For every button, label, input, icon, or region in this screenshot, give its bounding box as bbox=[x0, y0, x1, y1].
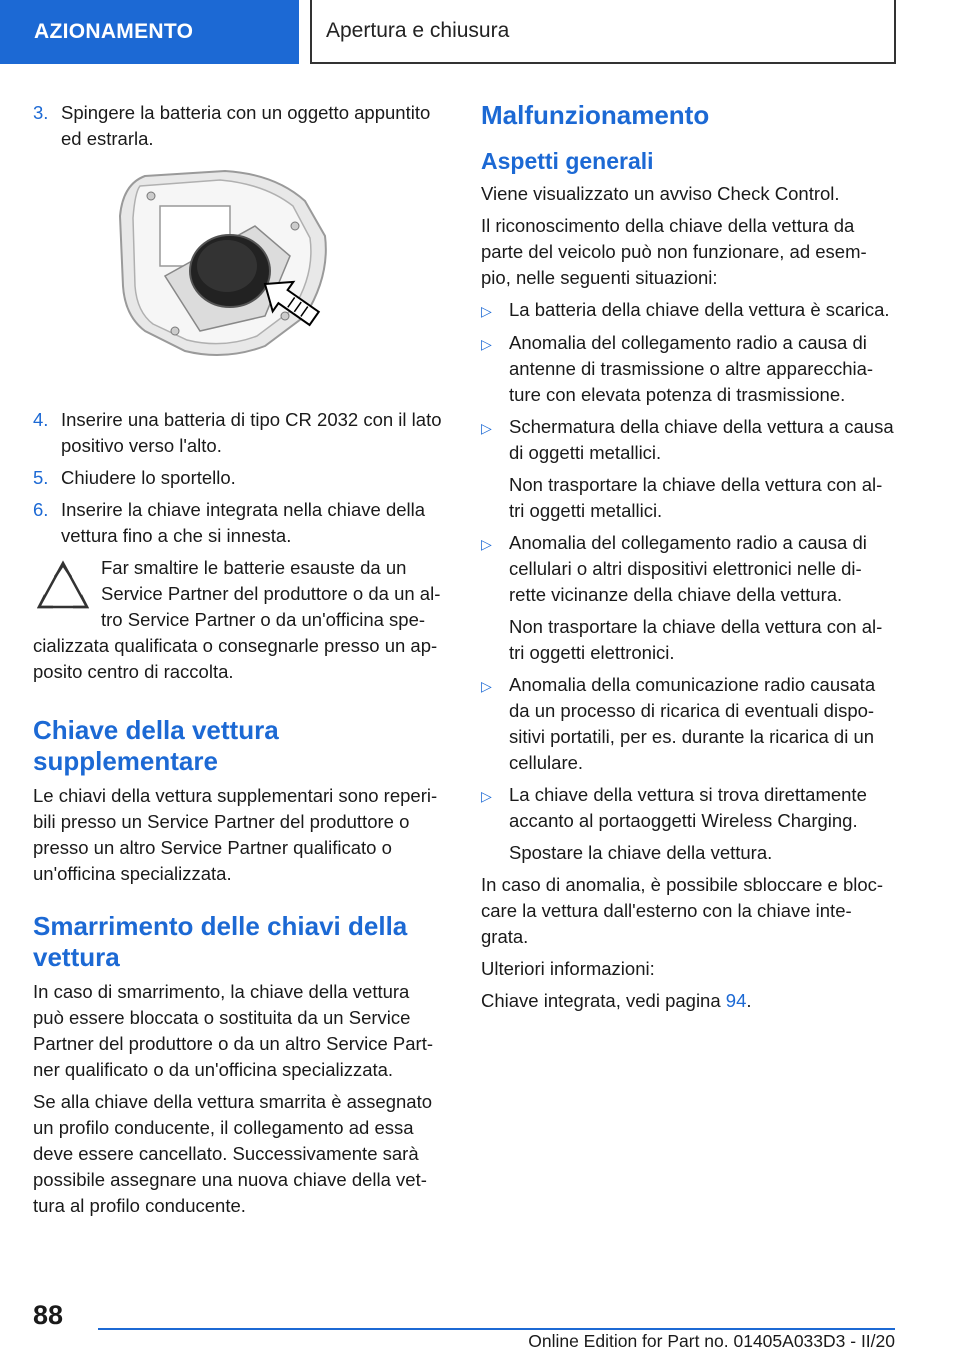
section-title-malfunction: Malfunzionamento bbox=[481, 100, 710, 130]
step-6 bbox=[33, 497, 445, 549]
header-chapter-title: Apertura e chiusura bbox=[310, 0, 896, 64]
step-number: 4. bbox=[33, 409, 49, 430]
bullet-triangle-icon: ▷ bbox=[481, 678, 492, 694]
page-number: 88 bbox=[33, 1300, 64, 1330]
bullet-triangle-icon: ▷ bbox=[481, 788, 492, 804]
step-3 bbox=[33, 100, 445, 152]
footer-edition: Online Edition for Part no. 01405A033D3 - II/20 bbox=[528, 1331, 895, 1351]
header-section-tab: AZIONAMENTO bbox=[0, 0, 299, 64]
malfunction-paragraph-3: In caso di anomalia, è possibile sbloccare e bloc-care la vettura dall'esterno con la chiave inte-grata. bbox=[481, 874, 884, 947]
bullet-triangle-icon: ▷ bbox=[481, 536, 492, 552]
note-text: Far smaltire le batterie esauste da un Service Partner del produttore o da un al-tro Service Partner o da un'officina spe-cializzata qualificata o consegnarle presso un ap-posito centro di raccolta. bbox=[33, 557, 441, 682]
malfunction-paragraph-1: Viene visualizzato un avviso Check Control. bbox=[481, 183, 840, 204]
malfunction-paragraph-2: Il riconoscimento della chiave della vettura da parte del veicolo può non funzionare, ad esem-pio, nelle seguenti situazioni: bbox=[481, 215, 867, 288]
lost-key-paragraph-2: Se alla chiave della vettura smarrita è assegnato un profilo conducente, il collegamento ad essa deve essere cancellato. Successivamente sarà possibile assegnare una nuova chiave della vet-tura al profilo conducente. bbox=[33, 1091, 432, 1216]
environment-note bbox=[33, 555, 445, 685]
subsection-title-general: Aspetti generali bbox=[481, 148, 654, 174]
step-number: 6. bbox=[33, 499, 49, 520]
right-column bbox=[481, 100, 895, 1020]
footer-divider bbox=[98, 1328, 895, 1330]
list-item: ▷ La batteria della chiave della vettura è scarica. bbox=[481, 297, 895, 324]
bullet-triangle-icon: ▷ bbox=[481, 420, 492, 436]
malfunction-paragraph-4: Ulteriori informazioni: bbox=[481, 958, 655, 979]
step-text: Inserire una batteria di tipo CR 2032 con il lato positivo verso l'alto. bbox=[61, 409, 442, 456]
step-number: 3. bbox=[33, 102, 49, 123]
list-item: ▷ Anomalia della comunicazione radio causata da un processo di ricarica di eventuali dispo-sitivi portatili, per es. durante la ricarica di un cellulare. bbox=[481, 672, 895, 776]
list-item: ▷ Anomalia del collegamento radio a causa di antenne di trasmissione o altre apparecchia-ture con elevata potenza di trasmissione. bbox=[481, 330, 895, 408]
step-5 bbox=[33, 465, 445, 491]
list-item: ▷ Schermatura della chiave della vettura a causa di oggetti metallici. bbox=[481, 414, 895, 466]
extra-key-text: Le chiavi della vettura supplementari sono reperi-bili presso un Service Partner del produttore o presso un altro Service Partner qualificato o un'officina specializzata. bbox=[33, 785, 438, 884]
list-item-note: Non trasportare la chiave della vettura con al-tri oggetti metallici. bbox=[509, 474, 883, 521]
section-title-extra-key: Chiave della vettura supplementare bbox=[33, 715, 279, 776]
list-item: ▷ Anomalia del collegamento radio a causa di cellulari o altri dispositivi elettronici nelle di-rette vicinanze della chiave della vettura. bbox=[481, 530, 895, 608]
step-number: 5. bbox=[33, 467, 49, 488]
left-column bbox=[33, 100, 445, 1225]
recycle-icon bbox=[33, 557, 93, 617]
step-text: Spingere la batteria con un oggetto appuntito ed estrarla. bbox=[61, 102, 431, 149]
bullet-triangle-icon: ▷ bbox=[481, 303, 492, 319]
step-text: Inserire la chiave integrata nella chiave della vettura fino a che si innesta. bbox=[61, 499, 426, 546]
page-reference: Chiave integrata, vedi pagina 94. bbox=[481, 990, 752, 1011]
section-title-lost-key: Smarrimento delle chiavi della vettura bbox=[33, 911, 408, 972]
list-item-note: Spostare la chiave della vettura. bbox=[509, 842, 773, 863]
list-item: ▷ La chiave della vettura si trova direttamente accanto al portaoggetti Wireless Charging. bbox=[481, 782, 895, 834]
list-item-note: Non trasportare la chiave della vettura con al-tri oggetti elettronici. bbox=[509, 616, 883, 663]
lost-key-paragraph-1: In caso di smarrimento, la chiave della vettura può essere bloccata o sostituita da un Service Partner del produttore o da un altro Service Part-ner qualificato o da un'officina specializzata. bbox=[33, 981, 434, 1080]
page-link[interactable]: 94 bbox=[725, 990, 747, 1011]
step-text: Chiudere lo sportello. bbox=[61, 467, 236, 488]
key-battery-illustration bbox=[33, 166, 445, 386]
bullet-triangle-icon: ▷ bbox=[481, 336, 492, 352]
step-4 bbox=[33, 407, 445, 459]
